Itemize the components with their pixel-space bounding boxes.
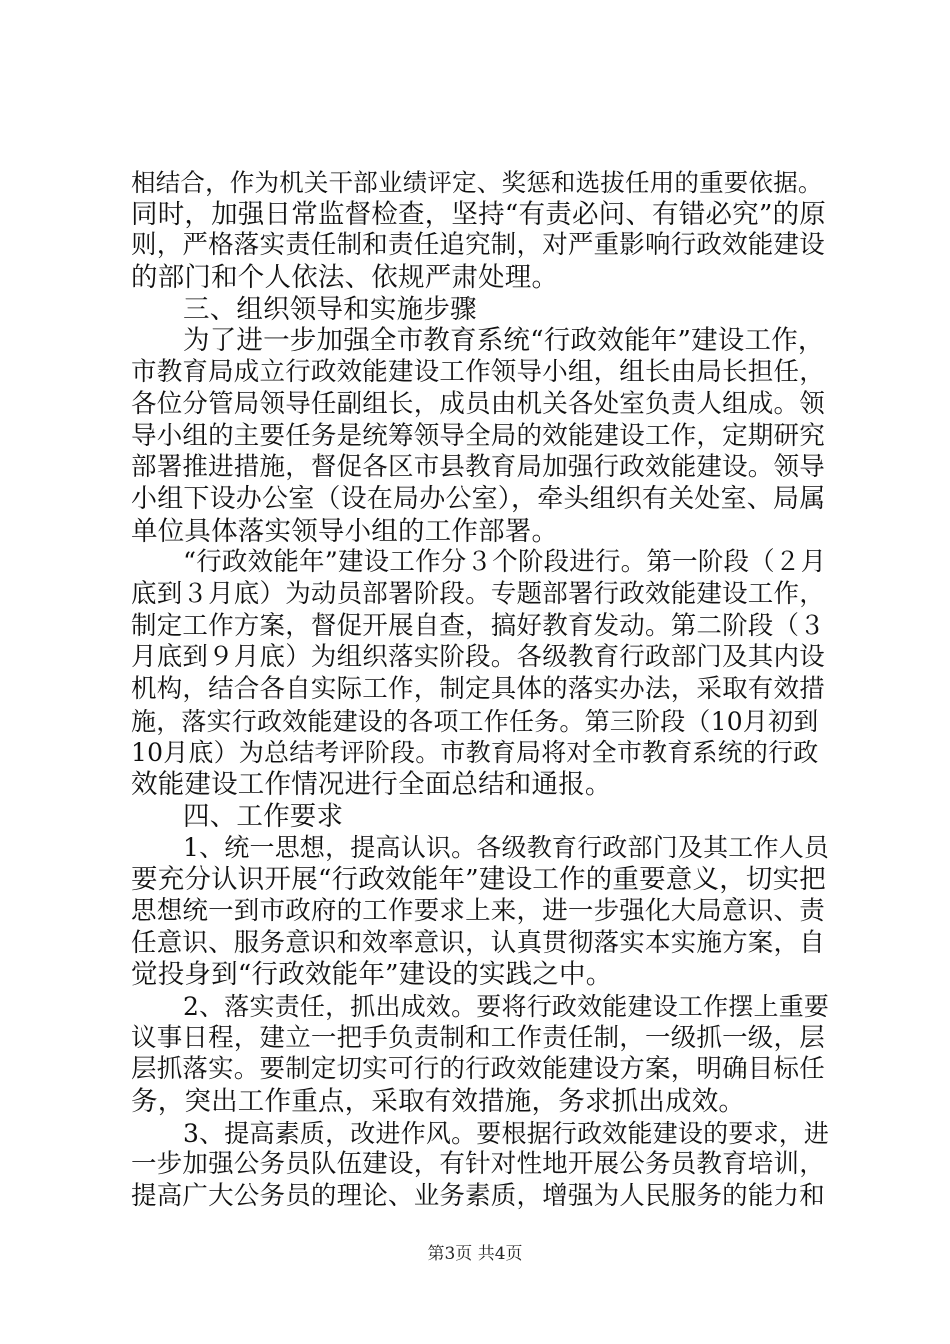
text-line: 觉投身到“行政效能年”建设的实践之中。 [131,959,613,991]
text-line: 任意识、服务意识和效率意识，认真贯彻落实本实施方案，自 [131,927,825,958]
paragraph-start-line: 三、组织领导和实施步骤 [183,293,477,325]
text-line: 思想统一到市政府的工作要求上来，进一步强化大局意识、责 [131,895,825,926]
text-line: 小组下设办公室（设在局办公室），牵头组织有关处室、局属 [131,483,826,514]
text-line: 相结合，作为机关干部业绩评定、奖惩和选拔任用的重要依据。 [131,168,823,197]
text-line: 单位具体落实领导小组的工作部署。 [131,515,559,547]
text-line: 10月底）为总结考评阶段。市教育局将对全市教育系统的行政 [131,738,819,768]
text-line: 提高广大公务员的理论、业务素质，增强为人民服务的能力和 [131,1181,825,1211]
text-line: 一步加强公务员队伍建设，有针对性地开展公务员教育培训， [131,1149,825,1180]
paragraph-start-line: “行政效能年”建设工作分３个阶段进行。第一阶段（２月 [183,547,827,578]
paragraph-start-line: 四、工作要求 [183,800,344,832]
text-line: 月底到９月底）为组织落实阶段。各级教育行政部门及其内设 [131,642,825,673]
text-line: 层抓落实。要制定切实可行的行政效能建设方案，明确目标任 [131,1054,825,1085]
text-line: 则，严格落实责任制和责任追究制，对严重影响行政效能建设 [131,230,825,261]
text-line: 制定工作方案，督促开展自查，搞好教育发动。第二阶段（３ [131,610,825,641]
text-line: 部署推进措施，督促各区市县教育局加强行政效能建设。领导 [131,452,825,483]
text-line: 要充分认识开展“行政效能年”建设工作的重要意义，切实把 [131,864,826,896]
text-line: 市教育局成立行政效能建设工作领导小组，组长由局长担任， [131,357,825,388]
text-line: 效能建设工作情况进行全面总结和通报。 [131,769,612,801]
paragraph-start-line: 1、统一思想，提高认识。各级教育行政部门及其工作人员 [183,833,830,863]
text-line: 底到３月底）为动员部署阶段。专题部署行政效能建设工作， [131,578,825,609]
text-line: 施，落实行政效能建设的各项工作任务。第三阶段（10月初到 [131,706,819,736]
text-line: 务，突出工作重点，采取有效措施，务求抓出成效。 [131,1085,746,1117]
document-body [131,167,831,1213]
text-line: 同时，加强日常监督检查，坚持“有责必问、有错必究”的原 [131,198,826,230]
paragraph-start-line: 3、提高素质，改进作风。要根据行政效能建设的要求，进 [183,1118,830,1148]
text-line: 导小组的主要任务是统筹领导全局的效能建设工作，定期研究 [131,420,825,451]
text-line: 议事日程，建立一把手负责制和工作责任制，一级抓一级，层 [131,1022,825,1053]
text-line: 的部门和个人依法、依规严肃处理。 [131,262,559,294]
text-line: 各位分管局领导任副组长，成员由机关各处室负责人组成。领 [131,388,825,419]
paragraph-start-line: 为了进一步加强全市教育系统“行政效能年”建设工作， [183,325,825,357]
page-footer: 第3页 共4页 [427,1244,523,1264]
paragraph-start-line: 2、落实责任，抓出成效。要将行政效能建设工作摆上重要 [183,991,830,1021]
text-line: 机构，结合各自实际工作，制定具体的落实办法，采取有效措 [131,674,825,704]
